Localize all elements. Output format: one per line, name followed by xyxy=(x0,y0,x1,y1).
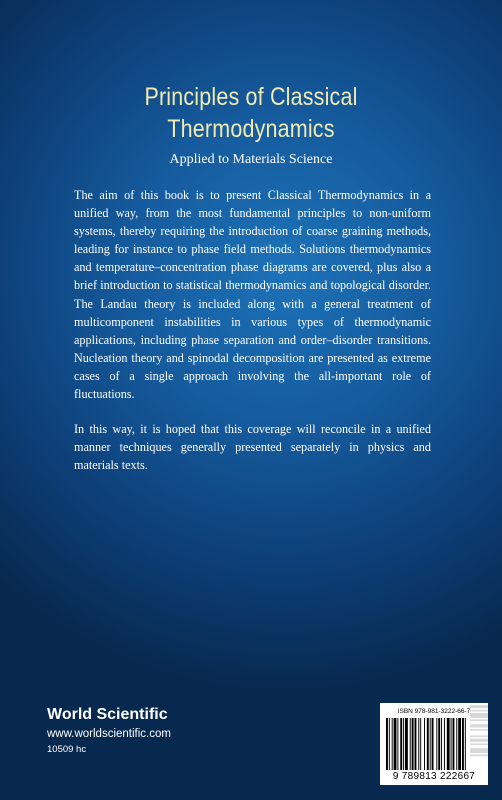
barcode-bar xyxy=(465,718,466,770)
barcode-bar xyxy=(389,718,390,770)
price-strip-bar xyxy=(470,713,488,718)
barcode-bars xyxy=(386,718,482,770)
price-strip-bar xyxy=(470,743,488,745)
publisher-name: World Scientific xyxy=(47,706,168,723)
barcode-bar xyxy=(456,718,457,770)
barcode-bar xyxy=(394,718,397,770)
price-strip-bar xyxy=(470,729,488,731)
price-barcode-strip xyxy=(470,705,488,783)
barcode-bar xyxy=(436,718,437,770)
subtitle: Applied to Materials Science xyxy=(169,152,333,167)
blurb-paragraph-1: The aim of this book is to present Classical Thermodynamics in a unified way, from the most fundamental principles to non-uniform systems, thereby requiring the introduction of coarse graining methods, leading for instance to phase field methods. Solutions thermodynamics and temperature–concentration phase diagrams are covered, plus also a brief introduction to statistical thermodynamics and topological disorder. The Landau theory is included along with a general treatment of multicomponent instabilities in various types of thermodynamic applications, including phase separation and order–disorder transitions. Nucleation theory and spinodal decomposition are presented as extreme cases of a single approach involving the all-important role of fluctuations. xyxy=(74,188,431,402)
price-strip-bar xyxy=(470,755,488,757)
price-strip-bar xyxy=(470,724,488,727)
price-strip-bar xyxy=(470,739,488,742)
barcode-bar xyxy=(424,718,425,770)
barcode-bar xyxy=(462,718,464,770)
barcode-bar xyxy=(430,718,431,770)
barcode-bar xyxy=(410,718,411,770)
barcode-bar xyxy=(386,718,388,770)
price-strip-bar xyxy=(470,735,488,737)
barcode-bar xyxy=(451,718,452,770)
barcode-bar xyxy=(432,718,434,770)
barcode-bar xyxy=(441,718,442,770)
barcode-bar xyxy=(412,718,414,770)
barcode-bar xyxy=(418,718,419,770)
barcode-bar xyxy=(458,718,461,770)
barcode-bar xyxy=(444,718,445,770)
price-strip-bar xyxy=(470,710,488,712)
title-line-2: Thermodynamics xyxy=(167,115,335,143)
price-strip-bar xyxy=(470,705,488,708)
isbn-label: ISBN 978-981-3222-66-7 xyxy=(397,708,471,715)
barcode-bar xyxy=(427,718,429,770)
barcode-bar xyxy=(400,718,402,770)
barcode-bar xyxy=(415,718,417,770)
price-strip-bar xyxy=(470,748,488,753)
barcode-bar xyxy=(392,718,393,770)
title-line-1: Principles of Classical xyxy=(144,83,358,111)
price-strip-bar xyxy=(470,719,488,721)
barcode-bar xyxy=(397,718,398,770)
barcode-bar xyxy=(438,718,440,770)
barcode-bar xyxy=(405,718,408,770)
blurb-paragraph-2: In this way, it is hoped that this coverage will reconcile in a unified manner techniques generally presented separately in physics and materials texts. xyxy=(74,422,431,473)
barcode-bar xyxy=(403,718,404,770)
isbn-digits: 9 789813 222667 xyxy=(392,771,476,782)
publisher-url: www.worldscientific.com xyxy=(47,728,171,740)
barcode-bar xyxy=(453,718,455,770)
barcode-bar xyxy=(447,718,450,770)
publisher-code: 10509 hc xyxy=(47,744,87,755)
barcode-bar xyxy=(420,718,421,770)
